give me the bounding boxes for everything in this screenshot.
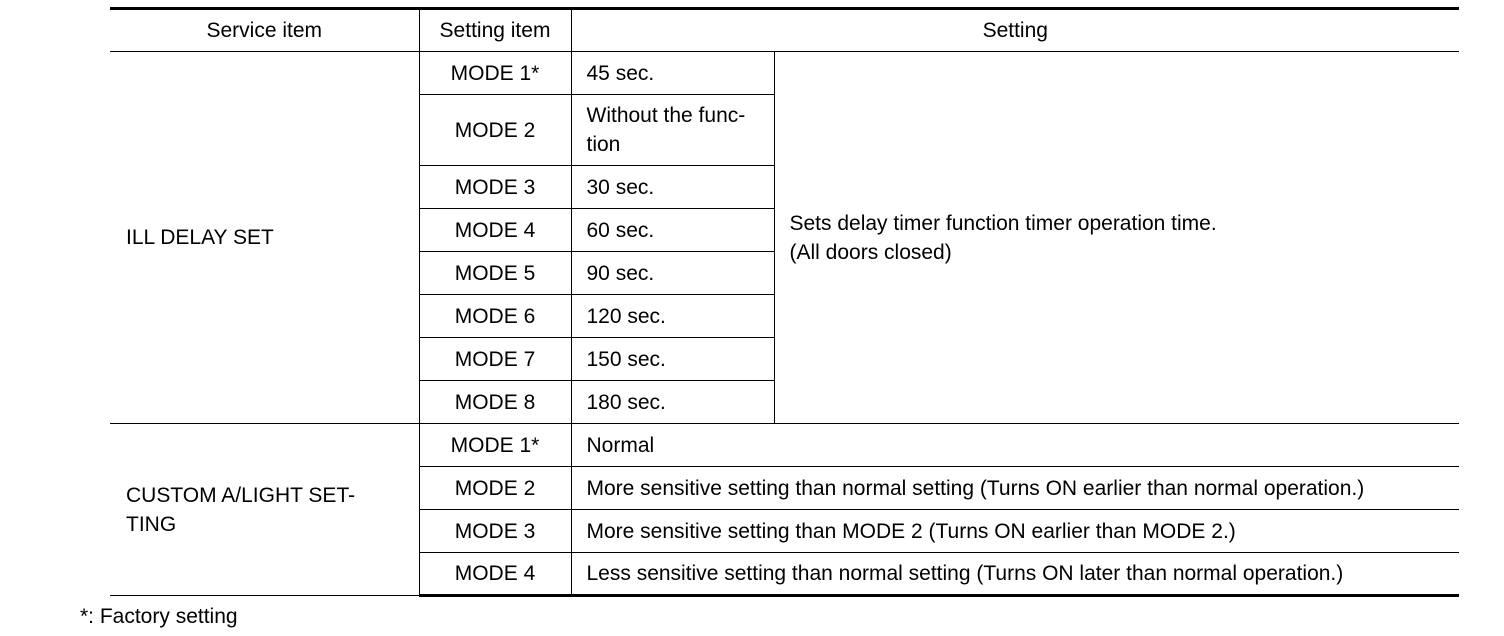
setting-value: 45 sec. xyxy=(571,52,774,95)
table-row xyxy=(110,424,1459,467)
setting-item-mode: MODE 7 xyxy=(419,338,571,381)
setting-item-mode: MODE 3 xyxy=(419,166,571,209)
setting-item-mode: MODE 4 xyxy=(419,553,571,596)
setting-value: 60 sec. xyxy=(571,209,774,252)
service-settings-table xyxy=(110,7,1459,597)
ill-delay-description-line2: (All doors closed) xyxy=(789,240,952,264)
setting-item-mode: MODE 3 xyxy=(419,510,571,553)
setting-item-mode: MODE 2 xyxy=(419,95,571,166)
setting-item-mode: MODE 5 xyxy=(419,252,571,295)
service-item-ill-delay-set: ILL DELAY SET xyxy=(110,52,419,424)
setting-value: Without the func-tion xyxy=(571,95,774,166)
header-service-item: Service item xyxy=(110,9,419,52)
setting-item-mode: MODE 2 xyxy=(419,467,571,510)
setting-item-mode: MODE 1* xyxy=(419,52,571,95)
setting-value: 180 sec. xyxy=(571,381,774,424)
setting-value: 30 sec. xyxy=(571,166,774,209)
setting-value: 120 sec. xyxy=(571,295,774,338)
setting-item-mode: MODE 8 xyxy=(419,381,571,424)
footnote-factory-setting: *: Factory setting xyxy=(80,605,238,628)
ill-delay-description-line1: Sets delay timer function timer operation time. xyxy=(789,211,1217,235)
service-item-line2: TING xyxy=(126,512,177,536)
table-row xyxy=(110,52,1459,95)
setting-item-mode: MODE 4 xyxy=(419,209,571,252)
ill-delay-description xyxy=(774,52,1459,424)
setting-item-mode: MODE 1* xyxy=(419,424,571,467)
header-setting-item: Setting item xyxy=(419,9,571,52)
header-setting: Setting xyxy=(571,9,1459,52)
service-item-line1: CUSTOM A/LIGHT SET- xyxy=(126,483,356,507)
setting-value: Less sensitive setting than normal setting (Turns ON later than normal operation.) xyxy=(571,553,1459,596)
setting-value: 90 sec. xyxy=(571,252,774,295)
setting-value: More sensitive setting than normal setting (Turns ON earlier than normal operation.) xyxy=(571,467,1459,510)
setting-item-mode: MODE 6 xyxy=(419,295,571,338)
table-header-row xyxy=(110,9,1459,52)
setting-value: More sensitive setting than MODE 2 (Turns ON earlier than MODE 2.) xyxy=(571,510,1459,553)
setting-value: 150 sec. xyxy=(571,338,774,381)
service-item-custom-alight-setting xyxy=(110,424,419,596)
setting-value: Normal xyxy=(571,424,1459,467)
